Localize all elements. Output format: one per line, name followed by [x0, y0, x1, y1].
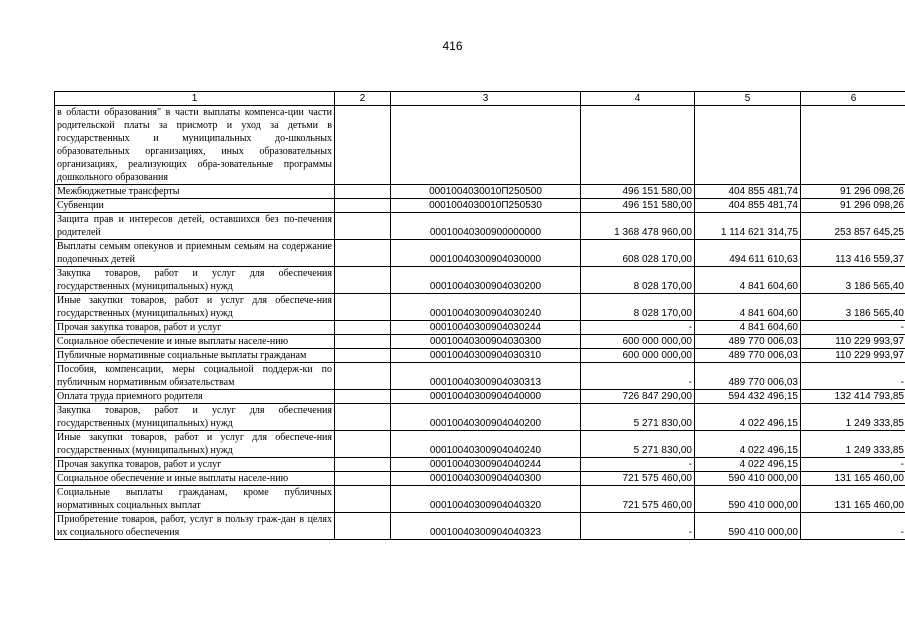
row-executed: 489 770 006,03: [695, 363, 801, 390]
row-unexecuted: 110 229 993,97: [801, 335, 905, 349]
table-row: [55, 294, 905, 321]
row-description: Закупка товаров, работ и услуг для обеспечения государственных (муниципальных) нужд: [55, 267, 335, 294]
row-approved: 496 151 580,00: [581, 199, 695, 213]
row-description: Пособия, компенсации, меры социальной поддерж-ки по публичным нормативным обязательствам: [55, 363, 335, 390]
row-unexecuted: 1 249 333,85: [801, 431, 905, 458]
row-col2: [335, 335, 391, 349]
row-executed: 590 410 000,00: [695, 513, 801, 540]
row-executed: 594 432 496,15: [695, 390, 801, 404]
column-header: 1: [55, 92, 335, 106]
column-header: 2: [335, 92, 391, 106]
row-approved: 496 151 580,00: [581, 185, 695, 199]
row-code: 00010040300904030200: [391, 267, 581, 294]
table-row: [55, 349, 905, 363]
row-description: Социальное обеспечение и иные выплаты населе-нию: [55, 472, 335, 486]
row-description: Закупка товаров, работ и услуг для обеспечения государственных (муниципальных) нужд: [55, 404, 335, 431]
row-approved: 726 847 290,00: [581, 390, 695, 404]
row-unexecuted: 91 296 098,26: [801, 199, 905, 213]
table-row: [55, 486, 905, 513]
row-executed: 404 855 481,74: [695, 185, 801, 199]
row-description: Субвенции: [55, 199, 335, 213]
row-approved: [581, 106, 695, 185]
row-col2: [335, 240, 391, 267]
row-executed: 489 770 006,03: [695, 349, 801, 363]
row-description: в области образования" в части выплаты компенса-ции части родительской платы за присмотр и уход за детьми в государственных и муниципальных до-школьных образовательных организациях, иных образовательных организациях, реализующих обра-зовательные программы дошкольного образования: [55, 106, 335, 185]
row-executed: 4 022 496,15: [695, 404, 801, 431]
row-unexecuted: -: [801, 513, 905, 540]
row-approved: 8 028 170,00: [581, 267, 695, 294]
table-row: [55, 335, 905, 349]
row-description: Иные закупки товаров, работ и услуг для обеспече-ния государственных (муниципальных) нужд: [55, 294, 335, 321]
row-executed: 404 855 481,74: [695, 199, 801, 213]
table-row: [55, 185, 905, 199]
row-unexecuted: -: [801, 458, 905, 472]
row-approved: -: [581, 513, 695, 540]
row-code: 00010040300904040320: [391, 486, 581, 513]
row-col2: [335, 349, 391, 363]
row-code: 00010040300904040300: [391, 472, 581, 486]
budget-table: [54, 91, 905, 540]
row-col2: [335, 321, 391, 335]
row-code: [391, 106, 581, 185]
row-unexecuted: 113 416 559,37: [801, 240, 905, 267]
row-unexecuted: -: [801, 363, 905, 390]
row-executed: 4 022 496,15: [695, 458, 801, 472]
page-number: 416: [442, 39, 463, 53]
row-approved: 608 028 170,00: [581, 240, 695, 267]
table-row: [55, 431, 905, 458]
row-description: Прочая закупка товаров, работ и услуг: [55, 321, 335, 335]
table-row: [55, 321, 905, 335]
row-description: Оплата труда приемного родителя: [55, 390, 335, 404]
row-code: 00010040300904040244: [391, 458, 581, 472]
row-col2: [335, 431, 391, 458]
table-row: [55, 213, 905, 240]
row-description: Приобретение товаров, работ, услуг в пользу граж-дан в целях их социального обеспечения: [55, 513, 335, 540]
row-unexecuted: 110 229 993,97: [801, 349, 905, 363]
row-code: 00010040300904040323: [391, 513, 581, 540]
row-unexecuted: 3 186 565,40: [801, 294, 905, 321]
row-unexecuted: 132 414 793,85: [801, 390, 905, 404]
row-approved: 721 575 460,00: [581, 472, 695, 486]
row-executed: 1 114 621 314,75: [695, 213, 801, 240]
table-row: [55, 106, 905, 185]
row-approved: 721 575 460,00: [581, 486, 695, 513]
row-approved: 5 271 830,00: [581, 431, 695, 458]
row-approved: 600 000 000,00: [581, 335, 695, 349]
row-unexecuted: 3 186 565,40: [801, 267, 905, 294]
row-description: Социальное обеспечение и иные выплаты населе-нию: [55, 335, 335, 349]
row-description: Защита прав и интересов детей, оставшихся без по-печения родителей: [55, 213, 335, 240]
row-unexecuted: -: [801, 321, 905, 335]
row-executed: 489 770 006,03: [695, 335, 801, 349]
row-code: 00010040300904030310: [391, 349, 581, 363]
row-description: Иные закупки товаров, работ и услуг для обеспече-ния государственных (муниципальных) нужд: [55, 431, 335, 458]
table-row: [55, 513, 905, 540]
table-row: [55, 363, 905, 390]
row-col2: [335, 106, 391, 185]
column-header: 6: [801, 92, 905, 106]
row-description: Выплаты семьям опекунов и приемным семьям на содержание подопечных детей: [55, 240, 335, 267]
row-col2: [335, 267, 391, 294]
row-code: 00010040300904030244: [391, 321, 581, 335]
row-executed: 590 410 000,00: [695, 472, 801, 486]
row-col2: [335, 486, 391, 513]
row-unexecuted: 1 249 333,85: [801, 404, 905, 431]
row-executed: 590 410 000,00: [695, 486, 801, 513]
row-approved: -: [581, 363, 695, 390]
row-unexecuted: [801, 106, 905, 185]
row-approved: 8 028 170,00: [581, 294, 695, 321]
row-approved: -: [581, 458, 695, 472]
row-code: 00010040300904040240: [391, 431, 581, 458]
table-row: [55, 240, 905, 267]
row-executed: 4 841 604,60: [695, 294, 801, 321]
table-row: [55, 199, 905, 213]
table-row: [55, 267, 905, 294]
row-executed: 4 841 604,60: [695, 267, 801, 294]
table-row: [55, 458, 905, 472]
row-col2: [335, 513, 391, 540]
row-description: Межбюджетные трансферты: [55, 185, 335, 199]
row-unexecuted: 253 857 645,25: [801, 213, 905, 240]
table-row: [55, 404, 905, 431]
row-executed: [695, 106, 801, 185]
column-header: 3: [391, 92, 581, 106]
column-header: 5: [695, 92, 801, 106]
row-code: 00010040300900000000: [391, 213, 581, 240]
row-approved: 1 368 478 960,00: [581, 213, 695, 240]
row-executed: 4 841 604,60: [695, 321, 801, 335]
row-code: 00010040300904030313: [391, 363, 581, 390]
table-header-row: [55, 92, 905, 106]
row-col2: [335, 185, 391, 199]
row-code: 00010040300904040000: [391, 390, 581, 404]
row-unexecuted: 131 165 460,00: [801, 472, 905, 486]
row-code: 00010040300904030000: [391, 240, 581, 267]
row-unexecuted: 91 296 098,26: [801, 185, 905, 199]
row-col2: [335, 363, 391, 390]
row-description: Публичные нормативные социальные выплаты гражданам: [55, 349, 335, 363]
row-code: 00010040300904030240: [391, 294, 581, 321]
row-unexecuted: 131 165 460,00: [801, 486, 905, 513]
row-description: Прочая закупка товаров, работ и услуг: [55, 458, 335, 472]
row-col2: [335, 294, 391, 321]
table-row: [55, 472, 905, 486]
row-approved: 5 271 830,00: [581, 404, 695, 431]
row-col2: [335, 199, 391, 213]
row-code: 0001004030010П250500: [391, 185, 581, 199]
row-code: 0001004030010П250530: [391, 199, 581, 213]
row-description: Социальные выплаты гражданам, кроме публичных нормативных социальных выплат: [55, 486, 335, 513]
row-approved: 600 000 000,00: [581, 349, 695, 363]
row-executed: 4 022 496,15: [695, 431, 801, 458]
row-approved: -: [581, 321, 695, 335]
row-code: 00010040300904040200: [391, 404, 581, 431]
row-col2: [335, 458, 391, 472]
row-col2: [335, 213, 391, 240]
table-row: [55, 390, 905, 404]
column-header: 4: [581, 92, 695, 106]
row-executed: 494 611 610,63: [695, 240, 801, 267]
row-col2: [335, 390, 391, 404]
row-code: 00010040300904030300: [391, 335, 581, 349]
row-col2: [335, 472, 391, 486]
row-col2: [335, 404, 391, 431]
